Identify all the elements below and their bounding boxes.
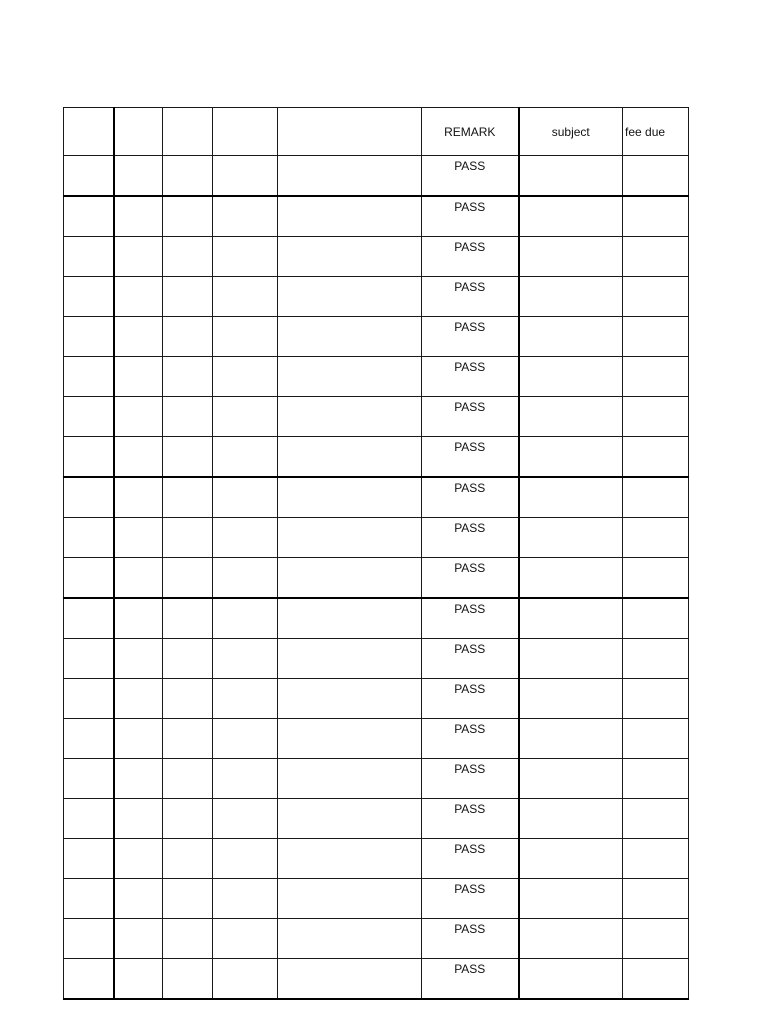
blank-cell	[213, 357, 278, 397]
blank-cell	[114, 357, 163, 397]
fee-due-cell	[623, 237, 689, 277]
blank-cell	[163, 277, 213, 317]
fee-due-cell	[623, 799, 689, 839]
table-row	[64, 196, 689, 237]
table-row	[64, 679, 689, 719]
blank-cell	[213, 919, 278, 959]
blank-cell	[163, 397, 213, 437]
remark-cell: PASS	[422, 477, 519, 518]
blank-cell	[114, 156, 163, 197]
table-row	[64, 799, 689, 839]
blank-cell	[163, 437, 213, 478]
table-row	[64, 357, 689, 397]
blank-cell	[64, 357, 114, 397]
fee-due-cell	[623, 839, 689, 879]
blank-cell	[213, 477, 278, 518]
blank-cell	[64, 477, 114, 518]
blank-cell	[278, 156, 422, 197]
table-row	[64, 477, 689, 518]
blank-cell	[213, 679, 278, 719]
blank-cell	[114, 437, 163, 478]
blank-cell	[278, 919, 422, 959]
blank-cell	[163, 799, 213, 839]
blank-cell	[114, 679, 163, 719]
fee-due-cell	[623, 919, 689, 959]
blank-cell	[213, 196, 278, 237]
blank-cell	[278, 719, 422, 759]
blank-cell	[163, 317, 213, 357]
blank-cell	[64, 317, 114, 357]
blank-cell	[114, 558, 163, 599]
blank-cell	[163, 759, 213, 799]
blank-cell	[64, 518, 114, 558]
subject-cell	[519, 759, 623, 799]
blank-cell	[163, 558, 213, 599]
blank-cell	[163, 477, 213, 518]
table-row	[64, 719, 689, 759]
blank-cell	[64, 397, 114, 437]
blank-cell	[278, 237, 422, 277]
remark-cell: PASS	[422, 277, 519, 317]
subject-cell	[519, 156, 623, 197]
blank-cell	[64, 277, 114, 317]
blank-cell	[278, 518, 422, 558]
remark-cell: PASS	[422, 839, 519, 879]
fee-due-cell	[623, 357, 689, 397]
blank-cell	[163, 719, 213, 759]
remark-cell: PASS	[422, 959, 519, 1000]
subject-cell	[519, 397, 623, 437]
subject-cell	[519, 919, 623, 959]
subject-cell	[519, 437, 623, 478]
header-remark: REMARK	[422, 108, 519, 156]
blank-cell	[278, 196, 422, 237]
table-row	[64, 639, 689, 679]
blank-cell	[114, 879, 163, 919]
blank-cell	[64, 919, 114, 959]
blank-cell	[64, 839, 114, 879]
blank-cell	[114, 919, 163, 959]
blank-cell	[278, 959, 422, 1000]
blank-cell	[64, 879, 114, 919]
blank-cell	[114, 839, 163, 879]
subject-cell	[519, 196, 623, 237]
remark-cell: PASS	[422, 317, 519, 357]
remark-cell: PASS	[422, 558, 519, 599]
blank-cell	[64, 719, 114, 759]
blank-cell	[213, 558, 278, 599]
blank-cell	[213, 518, 278, 558]
blank-cell	[114, 397, 163, 437]
remark-cell: PASS	[422, 598, 519, 639]
fee-due-cell	[623, 196, 689, 237]
blank-cell	[213, 156, 278, 197]
subject-cell	[519, 799, 623, 839]
subject-cell	[519, 237, 623, 277]
blank-cell	[114, 639, 163, 679]
blank-cell	[278, 839, 422, 879]
blank-cell	[114, 317, 163, 357]
blank-cell	[213, 759, 278, 799]
remark-cell: PASS	[422, 357, 519, 397]
remark-cell: PASS	[422, 437, 519, 478]
blank-cell	[64, 437, 114, 478]
blank-cell	[64, 237, 114, 277]
blank-cell	[114, 799, 163, 839]
subject-cell	[519, 639, 623, 679]
subject-cell	[519, 558, 623, 599]
blank-cell	[163, 879, 213, 919]
blank-cell	[213, 437, 278, 478]
blank-cell	[64, 156, 114, 197]
table-row	[64, 759, 689, 799]
blank-cell	[64, 799, 114, 839]
remark-cell: PASS	[422, 679, 519, 719]
blank-cell	[64, 558, 114, 599]
fee-due-cell	[623, 277, 689, 317]
blank-cell	[163, 959, 213, 1000]
remark-cell: PASS	[422, 719, 519, 759]
blank-cell	[163, 196, 213, 237]
blank-cell	[213, 839, 278, 879]
blank-cell	[213, 317, 278, 357]
blank-cell	[114, 759, 163, 799]
blank-cell	[278, 317, 422, 357]
fee-due-cell	[623, 719, 689, 759]
remark-cell: PASS	[422, 799, 519, 839]
blank-cell	[213, 598, 278, 639]
blank-cell	[163, 598, 213, 639]
fee-due-cell	[623, 317, 689, 357]
blank-cell	[163, 839, 213, 879]
blank-cell	[213, 397, 278, 437]
blank-cell	[213, 277, 278, 317]
blank-cell	[213, 719, 278, 759]
subject-cell	[519, 477, 623, 518]
header-cell-2	[114, 108, 163, 156]
remark-cell: PASS	[422, 196, 519, 237]
header-cell-5	[278, 108, 422, 156]
blank-cell	[114, 598, 163, 639]
blank-cell	[114, 959, 163, 1000]
blank-cell	[114, 196, 163, 237]
blank-cell	[278, 759, 422, 799]
blank-cell	[213, 237, 278, 277]
results-table	[63, 107, 689, 1000]
remark-cell: PASS	[422, 759, 519, 799]
blank-cell	[278, 277, 422, 317]
table-row	[64, 397, 689, 437]
subject-cell	[519, 679, 623, 719]
fee-due-cell	[623, 639, 689, 679]
table-row	[64, 598, 689, 639]
subject-cell	[519, 317, 623, 357]
subject-cell	[519, 719, 623, 759]
blank-cell	[278, 357, 422, 397]
subject-cell	[519, 277, 623, 317]
fee-due-cell	[623, 558, 689, 599]
fee-due-cell	[623, 598, 689, 639]
blank-cell	[114, 477, 163, 518]
fee-due-cell	[623, 477, 689, 518]
remark-cell: PASS	[422, 919, 519, 959]
fee-due-cell	[623, 759, 689, 799]
subject-cell	[519, 879, 623, 919]
table-row	[64, 437, 689, 478]
blank-cell	[64, 679, 114, 719]
subject-cell	[519, 959, 623, 1000]
blank-cell	[64, 959, 114, 1000]
remark-cell: PASS	[422, 237, 519, 277]
blank-cell	[114, 237, 163, 277]
blank-cell	[114, 518, 163, 558]
blank-cell	[213, 879, 278, 919]
blank-cell	[213, 639, 278, 679]
blank-cell	[64, 639, 114, 679]
table-row	[64, 156, 689, 197]
subject-cell	[519, 357, 623, 397]
blank-cell	[163, 518, 213, 558]
blank-cell	[278, 639, 422, 679]
blank-cell	[278, 558, 422, 599]
fee-due-cell	[623, 397, 689, 437]
header-fee-due: fee due	[623, 108, 689, 156]
table-row	[64, 277, 689, 317]
remark-cell: PASS	[422, 397, 519, 437]
blank-cell	[114, 277, 163, 317]
blank-cell	[278, 477, 422, 518]
blank-cell	[278, 437, 422, 478]
table-row	[64, 317, 689, 357]
blank-cell	[213, 799, 278, 839]
blank-cell	[278, 598, 422, 639]
blank-cell	[163, 237, 213, 277]
header-subject: subject	[519, 108, 623, 156]
table-row	[64, 959, 689, 1000]
blank-cell	[278, 397, 422, 437]
blank-cell	[163, 357, 213, 397]
blank-cell	[64, 196, 114, 237]
blank-cell	[163, 679, 213, 719]
blank-cell	[163, 156, 213, 197]
blank-cell	[278, 879, 422, 919]
header-cell-3	[163, 108, 213, 156]
remark-cell: PASS	[422, 879, 519, 919]
table-row	[64, 919, 689, 959]
blank-cell	[114, 719, 163, 759]
fee-due-cell	[623, 959, 689, 1000]
table-row	[64, 518, 689, 558]
fee-due-cell	[623, 879, 689, 919]
remark-cell: PASS	[422, 639, 519, 679]
header-row	[64, 108, 689, 156]
fee-due-cell	[623, 679, 689, 719]
subject-cell	[519, 598, 623, 639]
remark-cell: PASS	[422, 156, 519, 197]
fee-due-cell	[623, 518, 689, 558]
subject-cell	[519, 839, 623, 879]
blank-cell	[64, 759, 114, 799]
blank-cell	[213, 959, 278, 1000]
table-row	[64, 558, 689, 599]
subject-cell	[519, 518, 623, 558]
blank-cell	[278, 679, 422, 719]
table-body	[64, 108, 689, 1000]
header-cell-1	[64, 108, 114, 156]
fee-due-cell	[623, 437, 689, 478]
header-cell-4	[213, 108, 278, 156]
blank-cell	[163, 919, 213, 959]
blank-cell	[64, 598, 114, 639]
table-row	[64, 237, 689, 277]
table-row	[64, 879, 689, 919]
blank-cell	[278, 799, 422, 839]
blank-cell	[163, 639, 213, 679]
fee-due-cell	[623, 156, 689, 197]
remark-cell: PASS	[422, 518, 519, 558]
table-row	[64, 839, 689, 879]
